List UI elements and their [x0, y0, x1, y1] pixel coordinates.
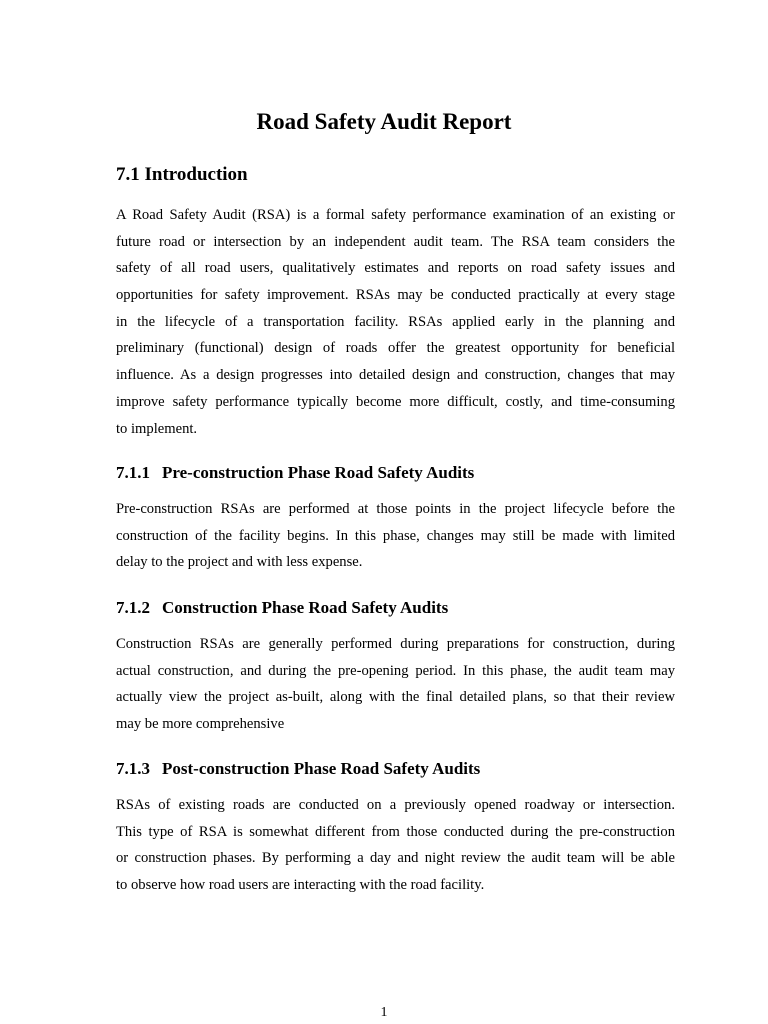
subsection-title: Construction Phase Road Safety Audits [162, 598, 449, 617]
page-number: 1 [380, 1005, 388, 1020]
paragraph-line: opportunities for safety improvement. RSAs may be conducted practically at every stage [116, 287, 675, 304]
paragraph-line: to implement. [116, 420, 198, 437]
paragraph-line: safety of all road users, qualitatively estimates and reports on road safety issues and [116, 260, 675, 277]
paragraph-line: preliminary (functional) design of roads offer the greatest opportunity for beneficial [116, 340, 675, 357]
subsection-heading-pre-construction [116, 461, 474, 485]
subsection-title: Post-construction Phase Road Safety Audits [162, 759, 481, 778]
section-heading-introduction: 7.1 Introduction [116, 164, 248, 185]
paragraph-line: actual construction, and during the pre-opening period. In this phase, the audit team may [116, 662, 675, 679]
subsection-number: 7.1.1 [116, 463, 150, 482]
paragraph-line: or construction phases. By performing a day and night review the audit team will be able [116, 850, 675, 867]
subsection-number: 7.1.3 [116, 759, 150, 778]
paragraph-line: influence. As a design progresses into detailed design and construction, changes that may [116, 367, 675, 384]
subsection-heading-construction [116, 596, 448, 620]
paragraph-line: actually view the project as-built, along with the final detailed plans, so that their review [116, 689, 675, 706]
post-construction-paragraph [116, 792, 675, 899]
paragraph-line: to observe how road users are interacting with the road facility. [116, 877, 485, 894]
paragraph-line: in the lifecycle of a transportation facility. RSAs applied early in the planning and [116, 313, 675, 330]
paragraph-line: construction of the facility begins. In this phase, changes may still be made with limited [116, 527, 675, 544]
subsection-title: Pre-construction Phase Road Safety Audits [162, 463, 475, 482]
introduction-paragraph [116, 202, 675, 442]
paragraph-line: RSAs of existing roads are conducted on a previously opened roadway or intersection. [116, 797, 675, 813]
paragraph-line: This type of RSA is somewhat different from those conducted during the pre-construction [116, 823, 675, 840]
paragraph-line: Construction RSAs are generally performed during preparations for construction, during [116, 636, 675, 652]
subsection-heading-post-construction [116, 757, 480, 781]
page-title: Road Safety Audit Report [256, 109, 512, 134]
paragraph-line: A Road Safety Audit (RSA) is a formal safety performance examination of an existing or [116, 207, 675, 223]
pre-construction-paragraph [116, 496, 675, 576]
paragraph-line: may be more comprehensive [116, 716, 285, 733]
paragraph-line: Pre-construction RSAs are performed at those points in the project lifecycle before the [116, 501, 675, 517]
subsection-number: 7.1.2 [116, 598, 150, 617]
construction-paragraph [116, 631, 675, 738]
paragraph-line: delay to the project and with less expense. [116, 554, 363, 571]
paragraph-line: improve safety performance typically become more difficult, costly, and time-consuming [116, 393, 675, 410]
paragraph-line: future road or intersection by an independent audit team. The RSA team considers the [116, 233, 675, 250]
